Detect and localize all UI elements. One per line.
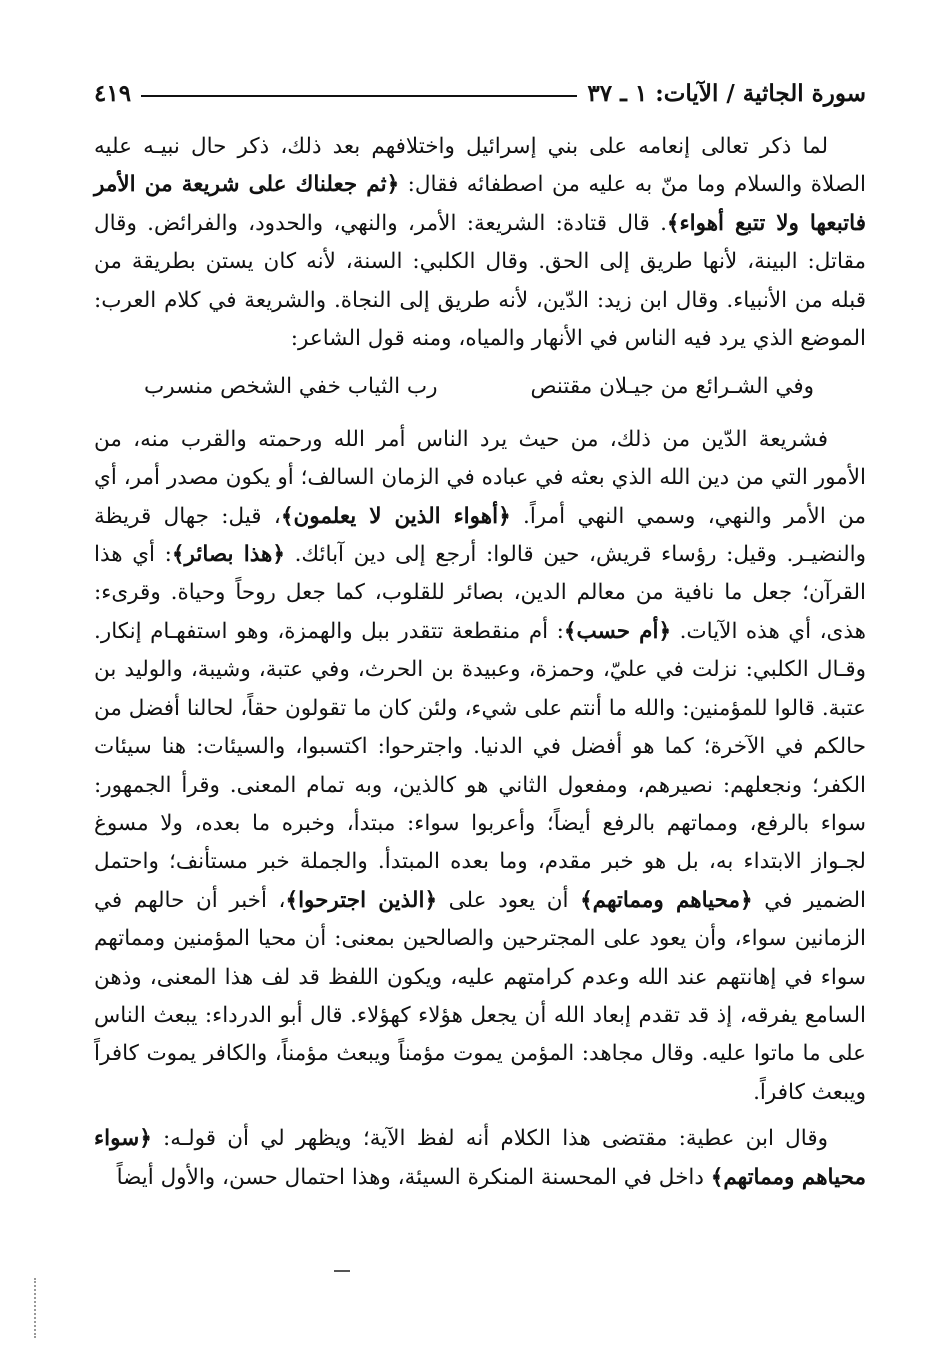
tafsir-body (94, 128, 866, 1197)
quran-quote: ﴿الذين اجترحوا﴾ (285, 887, 438, 913)
text-run: أن يعود على (437, 887, 581, 913)
quran-quote: ﴿هذا بصائر﴾ (171, 542, 285, 568)
text-run: ، أخبر أن حالهم في الزمانين سواء، وأن يعود على المجترحين والصالحين بمعنى: أن محيا المؤمنين ومماتهم سواء في إهانتهم عند الله وعدم كرامتهم عليه، ويكون اللفظ قد لف هذا المعنى، وذهن السامع يفرقه، إذ قد تقدم إبعاد الله أن يجعل هؤلاء كهؤلاء. قال أبو الدرداء: يبعث الناس على ما ماتوا عليه. وقال مجاهد: المؤمن يموت مؤمناً ويبعث مؤمناً، والكافر يموت كافراً ويبعث كافراً. (94, 887, 866, 1105)
text-run: : أي هذا القرآن؛ جعل ما نافية من معالم الدين، بصائر للقلوب، كما جعل روحاً وحياة. وقرىء: هذى، أي هذه الآيات. (94, 542, 866, 644)
quran-quote: ﴿ثم جعلناك على شريعة من الأمر فاتبعها ولا تتبع أهواء﴾ (94, 172, 866, 236)
verse-hemistich-right: وفي الشـرائع من جيـلان مقتنص (530, 374, 814, 400)
quran-quote: ﴿محياهم ومماتهم﴾ (580, 887, 753, 913)
text-run: : أم منقطعة تتقدر ببل والهمزة، وهو استفهـام إنكار. وقـال الكلبي: نزلت في عليّ، وحمزة، وعبيدة بن الحرث، وفي عتبة، وشيبة، والوليد بن عتبة. قالوا للمؤمنين: والله ما أنتم على شيء، ولئن كان ما تقولون حقاً، لحالنا أفضل من حالكم في الآخرة؛ كما هو أفضل في الدنيا. واجترحوا: اكتسبوا، والسيئات: هنا سيئات الكفر؛ ونجعلهم: نصيرهم، ومفعول الثاني هو كالذين، وبه تمام المعنى. وقرأ الجمهور: سواء بالرفع، ومماتهم بالرفع أيضاً؛ وأعربوا سواء: مبتدأ، وخبره ما بعده، ولا مسوغ لجـواز الابتداء به، بل هو خبر مقدم، وما بعده المبتدأ. والجملة خبر مستأنف؛ واحتمل الضمير في (94, 618, 866, 913)
quran-quote: ﴿أم حسب﴾ (563, 618, 672, 644)
text-run: لما ذكر تعالى إنعامه على بني إسرائيل واختلافهم بعد ذلك، ذكر حال نبيـه عليه الصلاة والسلام وما منّ به عليه من اصطفائه فقال: (94, 134, 866, 198)
verse-hemistich-left: رب الثياب خفي الشخص منسرب (144, 374, 438, 400)
header-rule (141, 95, 577, 97)
poetry-verse (94, 362, 866, 410)
text-run: . قال قتادة: الشريعة: الأمر، والنهي، والحدود، والفرائض. وقال مقاتل: البينة، لأنها طريق إلى الحق. وقال الكلبي: السنة، لأنه كان يستن بطريقة من قبله من الأنبياء. وقال ابن زيد: الدّين، لأنه طريق إلى النجاة. والشريعة في كلام العرب: الموضع الذي يرد فيه الناس في الأنهار والمياه، ومنه قول الشاعر: (94, 210, 866, 352)
scan-mark (334, 1270, 350, 1272)
surah-title: سورة الجاثية / الآيات: ١ ـ ٣٧ (587, 79, 866, 107)
text-run: داخل في المحسنة المنكرة السيئة، وهذا احتمال حسن، والأول أيضاً (116, 1164, 711, 1190)
paragraph-1 (94, 128, 866, 358)
page-number: ٤١٩ (94, 79, 132, 107)
text-run: وقال ابن عطية: مقتضى هذا الكلام أنه لفظ الآية؛ ويظهر لي أن قولـه: (151, 1126, 828, 1152)
text-run: ، قيل: جهال قريظة والنضيـر. وقيل: رؤساء قريش، حين قالوا: أرجع إلى دين آبائك. (94, 503, 866, 568)
paragraph-3 (94, 1120, 866, 1197)
text-run: فشريعة الدّين من ذلك، من حيث يرد الناس أمر الله ورحمته والقرب منه، من الأمور التي من دين الله الذي بعثه في عباده في الزمان السالف؛ أو يكون مصدر أمر، أي من الأمر والنهي، وسمي النهي أمراً. (94, 426, 866, 529)
paragraph-2 (94, 421, 866, 1112)
running-header (94, 76, 866, 110)
quran-quote: ﴿سواء محياهم ومماتهم﴾ (94, 1126, 866, 1190)
quran-quote: ﴿أهواء الذين لا يعلمون﴾ (280, 503, 511, 529)
scan-margin-dots (34, 1278, 38, 1338)
